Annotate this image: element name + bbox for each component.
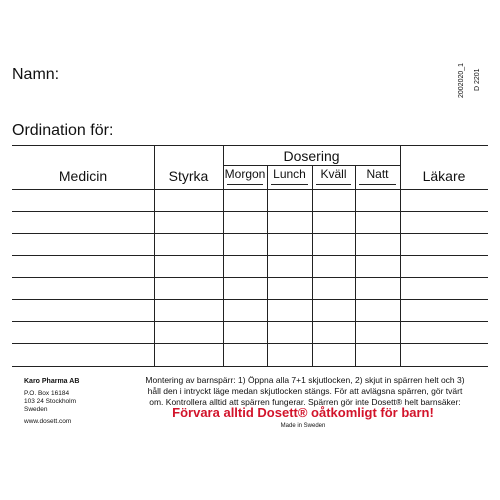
subheader-underline: [316, 184, 351, 185]
address-line: 103 24 Stockholm: [24, 398, 77, 405]
form-code: 2002020_1: [458, 62, 465, 98]
website-link[interactable]: www.dosett.com: [24, 418, 72, 425]
table-bottom-border: [12, 366, 488, 367]
child-lock-instructions: Montering av barnspärr: 1) Öppna alla 7+1 skjutlocken, 2) skjut in spärren helt och 3) håll den i intryckt läge medan skjutlocken stängs. För att avlägsna spärren, gör tvärt om. Kontrollera alltid att spärren fungerar. Spärren gör inte Dosett® helt barnsäker:: [145, 375, 465, 407]
subheader-underline: [271, 184, 308, 185]
row-divider: [12, 343, 488, 344]
subheader-morgon: Morgon: [224, 167, 266, 181]
address-country: Sweden: [24, 406, 48, 413]
column-header-styrka: Styrka: [168, 168, 209, 184]
made-in-label: Made in Sweden: [280, 423, 326, 429]
name-label: Namn:: [12, 66, 60, 83]
row-divider: [12, 211, 488, 212]
subheader-natt: Natt: [366, 167, 389, 181]
address-line: P.O. Box 16184: [24, 390, 70, 397]
row-divider: [12, 255, 488, 256]
row-divider: [12, 233, 488, 234]
warning-text: Förvara alltid Dosett® oåtkomligt för barn!: [172, 405, 434, 420]
subheader-underline: [227, 184, 263, 185]
ordination-label: Ordination för:: [12, 122, 114, 139]
form-version-code: D 2201: [474, 68, 481, 91]
dosering-column-divider: [312, 165, 313, 367]
row-divider: [12, 321, 488, 322]
table-top-border: [12, 145, 488, 146]
subheader-underline: [359, 184, 396, 185]
subheader-kvall: Kväll: [320, 167, 347, 181]
row-divider: [12, 277, 488, 278]
dosering-column-divider: [267, 165, 268, 367]
column-header-dosering: Dosering: [283, 148, 340, 164]
row-divider: [12, 299, 488, 300]
header-bottom-border: [12, 189, 488, 190]
subheader-lunch: Lunch: [273, 167, 306, 181]
column-header-lakare: Läkare: [422, 168, 466, 184]
medication-table: [12, 145, 488, 367]
dosering-column-divider: [355, 165, 356, 367]
column-header-medicin: Medicin: [58, 168, 108, 184]
company-name: Karo Pharma AB: [24, 378, 80, 385]
company-info: [24, 378, 79, 426]
